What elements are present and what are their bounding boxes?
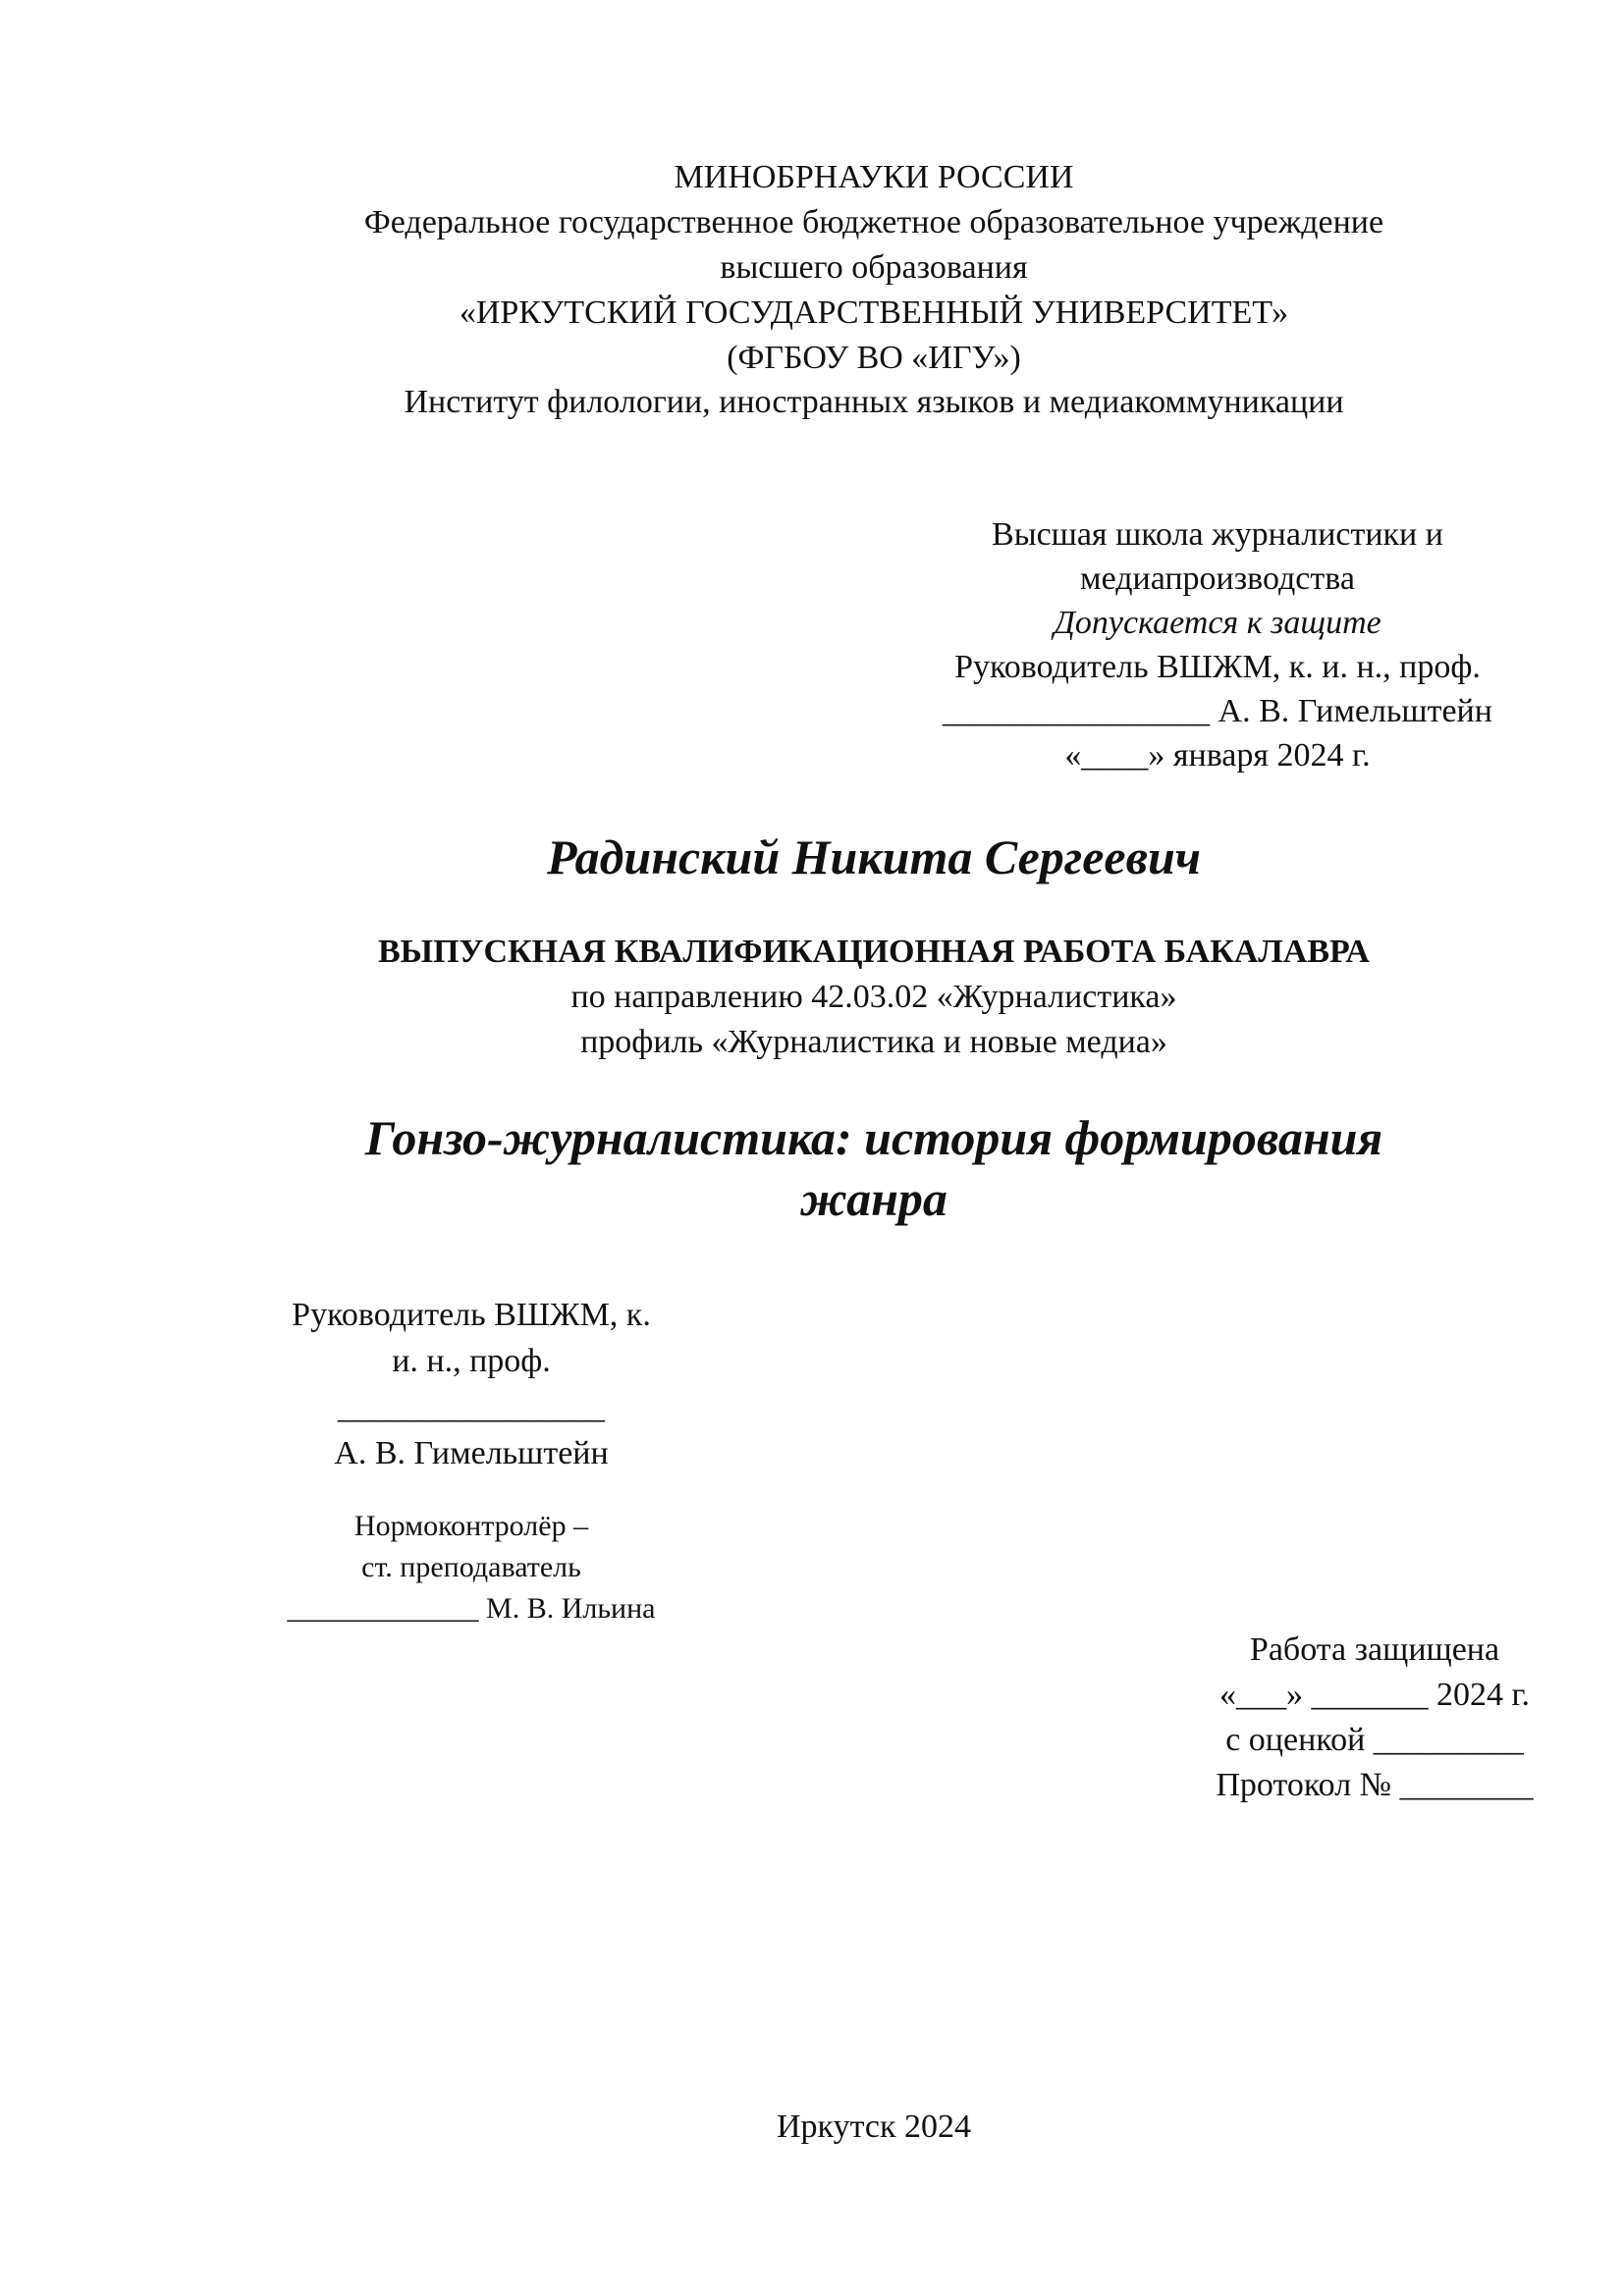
work-direction: по направлению 42.03.02 «Журналистика» — [570, 979, 1177, 1015]
university-abbreviation: (ФГБОУ ВО «ИГУ») — [727, 340, 1021, 376]
thesis-title-line2: жанра — [800, 1171, 947, 1226]
institution-type: Федеральное государственное бюджетное образовательное учреждение — [363, 204, 1384, 240]
author-name: Радинский Никита Сергеевич — [546, 829, 1201, 884]
school-name-line2: медиапроизводства — [1080, 561, 1355, 597]
head-title: Руководитель ВШЖМ, к. и. н., проф. — [954, 649, 1481, 685]
institute-name: Институт филологии, иностранных языков и медиакоммуникации — [404, 384, 1344, 420]
normcontrol-title-line1: Нормоконтролёр – — [353, 1510, 589, 1542]
school-name-line1: Высшая школа журналистики и — [992, 516, 1443, 553]
defense-status: Работа защищена — [1249, 1631, 1500, 1668]
defense-grade: с оценкой _________ — [1225, 1722, 1524, 1758]
normcontrol-signature: _____________ М. В. Ильина — [287, 1592, 656, 1625]
work-profile: профиль «Журналистика и новые медиа» — [580, 1024, 1167, 1060]
approval-date: «____» января 2024 г. — [1064, 737, 1371, 774]
supervisor-title-line2: и. н., проф. — [392, 1343, 551, 1379]
normcontrol-title-line2: ст. преподаватель — [361, 1551, 581, 1583]
admitted-to-defense: Допускается к защите — [1054, 605, 1381, 641]
defense-protocol: Протокол № ________ — [1216, 1767, 1534, 1803]
thesis-title-line1: Гонзо-журналистика: история формирования — [364, 1110, 1383, 1165]
work-type: ВЫПУСКНАЯ КВАЛИФИКАЦИОННАЯ РАБОТА БАКАЛАВРА — [378, 934, 1370, 970]
defense-date: «___» _______ 2024 г. — [1218, 1677, 1531, 1713]
city-year: Иркутск 2024 — [777, 2109, 971, 2145]
education-level: высшего образования — [720, 249, 1028, 286]
head-signature: ________________ А. В. Гимельштейн — [943, 693, 1492, 729]
supervisor-title-line1: Руководитель ВШЖМ, к. — [292, 1297, 651, 1333]
supervisor-name: А. В. Гимельштейн — [334, 1435, 609, 1471]
ministry-name: МИНОБРНАУКИ РОССИИ — [674, 159, 1074, 195]
supervisor-signature-line: ________________ — [338, 1389, 605, 1425]
university-name: «ИРКУТСКИЙ ГОСУДАРСТВЕННЫЙ УНИВЕРСИТЕТ» — [459, 294, 1289, 331]
